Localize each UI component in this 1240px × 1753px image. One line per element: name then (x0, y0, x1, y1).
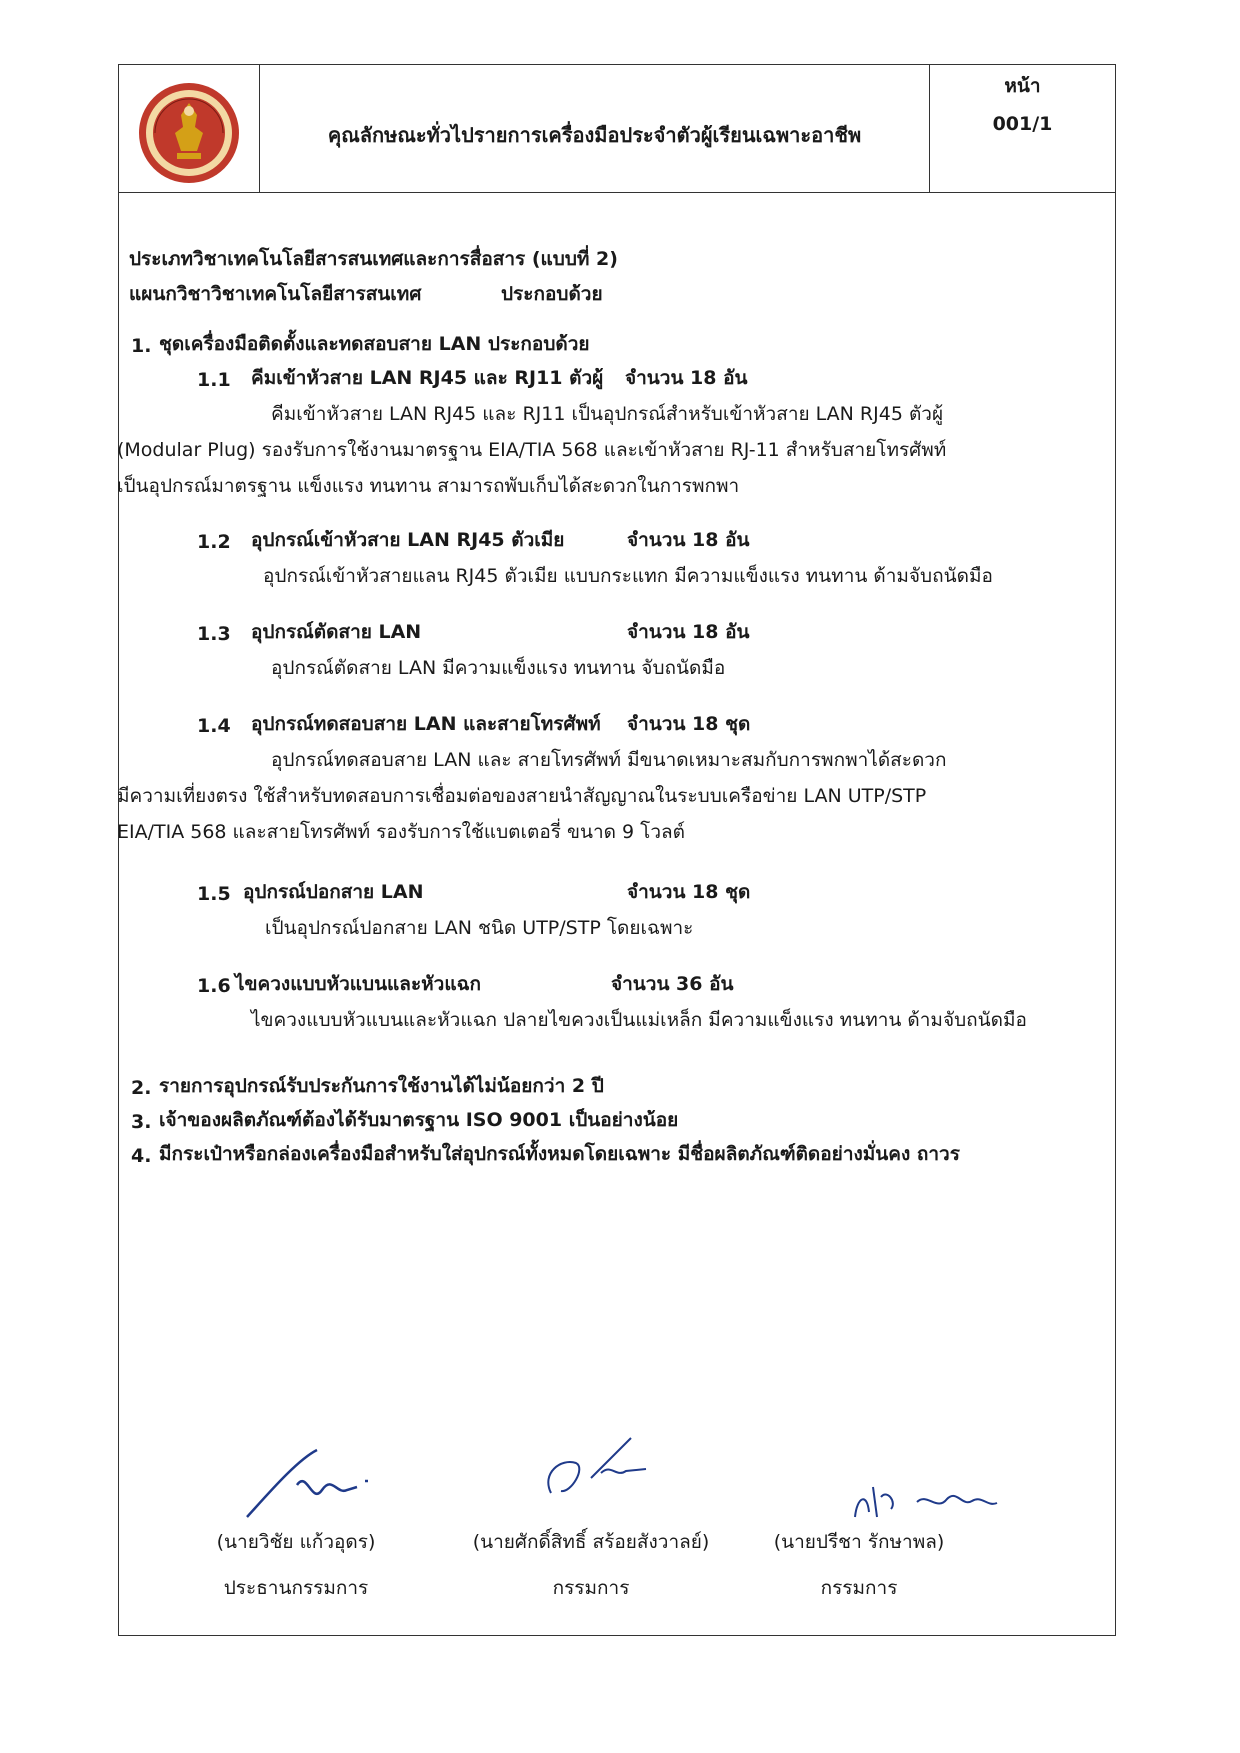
signature-member-1 (441, 1527, 741, 1603)
document-frame (118, 64, 1116, 1636)
signature-chairman (191, 1527, 401, 1603)
section-title: ชุดเครื่องมือติดตั้งและทดสอบสาย LAN ประกอบด้วย (159, 333, 590, 355)
condition-text: เจ้าของผลิตภัณฑ์ต้องได้รับมาตรฐาน ISO 9001 เป็นอย่างน้อย (159, 1109, 679, 1131)
department-suffix: ประกอบด้วย (501, 283, 603, 305)
item-description: มีความเที่ยงตรง ใช้สำหรับทดสอบการเชื่อมต่อของสายนำสัญญาณในระบบเครือข่าย LAN UTP/STP (117, 785, 927, 807)
department-line: แผนกวิชาวิชาเทคโนโลยีสารสนเทศ (129, 283, 422, 305)
item-description: อุปกรณ์เข้าหัวสายแลน RJ45 ตัวเมีย แบบกระแทก มีความแข็งแรง ทนทาน ด้ามจับถนัดมือ (263, 565, 993, 587)
item-quantity: จำนวน 18 ชุด (627, 713, 751, 735)
item-number: 1.3 (197, 623, 231, 645)
item-description: เป็นอุปกรณ์ปอกสาย LAN ชนิด UTP/STP โดยเฉพาะ (265, 917, 694, 939)
signature-name: (นายปรีชา รักษาพล) (773, 1531, 945, 1553)
title-cell (260, 65, 930, 192)
document-title: คุณลักษณะทั่วไปรายการเครื่องมือประจำตัวผู้เรียนเฉพาะอาชีพ (327, 122, 862, 147)
item-number: 1.5 (197, 883, 231, 905)
item-name: อุปกรณ์เข้าหัวสาย LAN RJ45 ตัวเมีย (251, 529, 565, 551)
item-description: EIA/TIA 568 และสายโทรศัพท์ รองรับการใช้แบตเตอรี่ ขนาด 9 โวลต์ (117, 821, 685, 843)
condition-number: 2. (131, 1077, 152, 1099)
item-quantity: จำนวน 18 อัน (627, 621, 750, 643)
item-name: อุปกรณ์ปอกสาย LAN (243, 881, 424, 903)
page-label: หน้า (1004, 75, 1041, 97)
item-description: เป็นอุปกรณ์มาตรฐาน แข็งแรง ทนทาน สามารถพับเก็บได้สะดวกในการพกพา (117, 475, 740, 497)
item-description: (Modular Plug) รองรับการใช้งานมาตรฐาน EIA/TIA 568 และเข้าหัวสาย RJ-11 สำหรับสายโทรศัพท์ (117, 439, 947, 461)
condition-text: รายการอุปกรณ์รับประกันการใช้งานได้ไม่น้อยกว่า 2 ปี (159, 1075, 604, 1097)
signature-role: กรรมการ (552, 1577, 630, 1599)
item-number: 1.4 (197, 715, 231, 737)
condition-number: 4. (131, 1145, 152, 1167)
item-quantity: จำนวน 18 อัน (625, 367, 748, 389)
item-description: อุปกรณ์ทดสอบสาย LAN และ สายโทรศัพท์ มีขนาดเหมาะสมกับการพกพาได้สะดวก (271, 749, 947, 771)
signature-mark-member2 (847, 1477, 1007, 1527)
item-quantity: จำนวน 36 อัน (611, 973, 734, 995)
item-name: อุปกรณ์ทดสอบสาย LAN และสายโทรศัพท์ (251, 713, 601, 735)
section-number: 1. (131, 335, 152, 357)
item-quantity: จำนวน 18 ชุด (627, 881, 751, 903)
signature-mark-chairman (237, 1445, 377, 1525)
item-description: อุปกรณ์ตัดสาย LAN มีความแข็งแรง ทนทาน จับถนัดมือ (271, 657, 726, 679)
item-description: คีมเข้าหัวสาย LAN RJ45 และ RJ11 เป็นอุปกรณ์สำหรับเข้าหัวสาย LAN RJ45 ตัวผู้ (271, 403, 944, 425)
signature-role: ประธานกรรมการ (223, 1577, 369, 1599)
item-quantity: จำนวน 18 อัน (627, 529, 750, 551)
item-description: ไขควงแบบหัวแบนและหัวแฉก ปลายไขควงเป็นแม่เหล็ก มีความแข็งแรง ทนทาน ด้ามจับถนัดมือ (251, 1009, 1027, 1031)
vocational-emblem-icon (137, 81, 241, 185)
page-number: 001/1 (992, 113, 1053, 135)
item-name: ไขควงแบบหัวแบนและหัวแฉก (235, 973, 482, 995)
condition-text: มีกระเป๋าหรือกล่องเครื่องมือสำหรับใส่อุปกรณ์ทั้งหมดโดยเฉพาะ มีชื่อผลิตภัณฑ์ติดอย่างมั่นคง ถาวร (159, 1143, 960, 1165)
item-number: 1.1 (197, 369, 231, 391)
page-cell (930, 65, 1115, 192)
signature-name: (นายศักดิ์สิทธิ์ สร้อยสังวาลย์) (472, 1531, 710, 1553)
item-name: คีมเข้าหัวสาย LAN RJ45 และ RJ11 ตัวผู้ (251, 367, 604, 389)
item-number: 1.6 (197, 975, 231, 997)
signature-name: (นายวิชัย แก้วอุดร) (216, 1531, 376, 1553)
signature-member-2 (739, 1527, 979, 1603)
logo-cell (119, 65, 260, 192)
item-number: 1.2 (197, 531, 231, 553)
category-line: ประเภทวิชาเทคโนโลยีสารสนเทศและการสื่อสาร (แบบที่ 2) (129, 248, 618, 270)
document-header (119, 65, 1115, 193)
condition-number: 3. (131, 1111, 152, 1133)
signature-role: กรรมการ (820, 1577, 898, 1599)
item-name: อุปกรณ์ตัดสาย LAN (251, 621, 422, 643)
signature-mark-member1 (531, 1433, 661, 1513)
